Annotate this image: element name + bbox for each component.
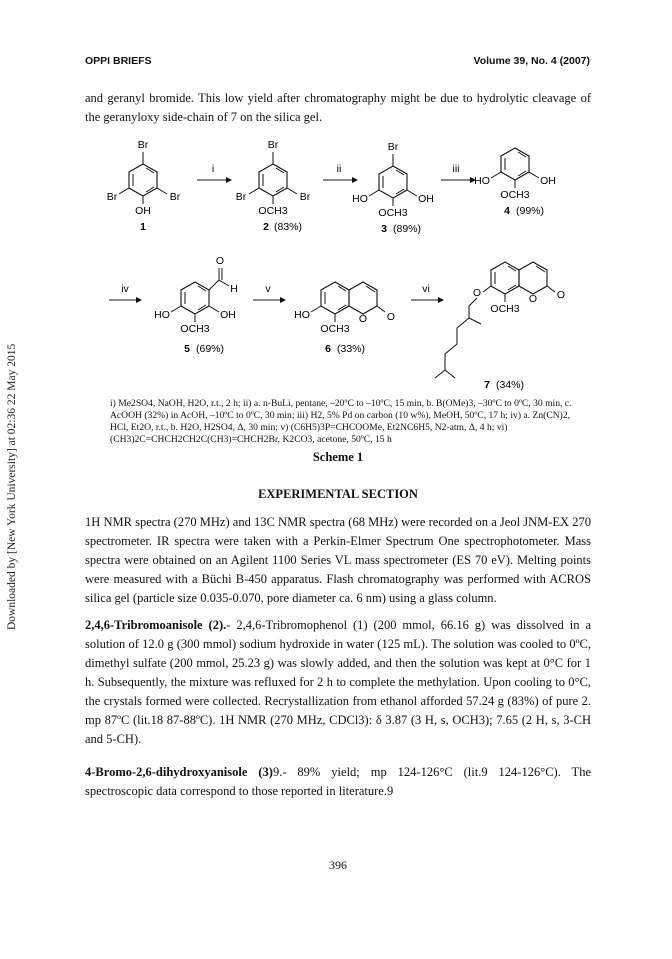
- atom-label: Br: [106, 191, 118, 203]
- compound-6-structure: [311, 282, 385, 322]
- atom-label: OCH3: [320, 323, 350, 335]
- atom-label: OCH3: [490, 303, 520, 315]
- compound-3-paragraph: [85, 763, 591, 801]
- step-label: iii: [452, 163, 460, 175]
- step-label: vi: [422, 283, 430, 295]
- atom-label: Br: [169, 191, 181, 203]
- step-label: i: [211, 163, 215, 175]
- compound-2-structure: [249, 152, 297, 204]
- atom-label: Br: [267, 139, 279, 151]
- compound-number: 2: [263, 221, 269, 233]
- compound-yield: (33%): [336, 343, 366, 355]
- compound-yield: (89%): [392, 223, 422, 235]
- atom-label: OH: [135, 205, 151, 217]
- atom-label: Br: [137, 139, 149, 151]
- atom-label: O: [556, 289, 566, 301]
- atom-label: OH: [540, 175, 556, 187]
- step-label: ii: [336, 163, 342, 175]
- atom-label: OH: [220, 309, 236, 321]
- atom-label: HO: [474, 175, 490, 187]
- atom-label: O: [472, 287, 482, 299]
- compound-3-heading: 4-Bromo-2,6-dihydroxyanisole (3): [85, 765, 273, 779]
- atom-label: Br: [299, 191, 311, 203]
- atom-label: H: [230, 283, 238, 295]
- running-header: OPPI BRIEFS: [85, 55, 152, 67]
- atom-label: OCH3: [500, 189, 530, 201]
- page-number: 396: [329, 858, 347, 872]
- compound-number: 4: [504, 205, 510, 217]
- compound-number: 7: [484, 379, 490, 391]
- download-watermark: Downloaded by [New York University] at 02:36 22 May 2015: [6, 343, 18, 630]
- compound-number: 3: [381, 223, 387, 235]
- compound-3-text: 9.- 89% yield; mp 124-126°C (lit.9 124-126°C). The spectroscopic data correspond to those reported in literature.9: [85, 765, 591, 798]
- atom-label: OCH3: [378, 207, 408, 219]
- compound-7-structure: [435, 262, 555, 378]
- atom-label: OCH3: [258, 205, 288, 217]
- atom-label: OH: [418, 193, 434, 205]
- scheme-1-graphic: [85, 130, 595, 392]
- atom-label: OCH3: [180, 323, 210, 335]
- atom-label: O: [528, 293, 538, 305]
- atom-label: HO: [352, 193, 368, 205]
- volume-info: Volume 39, No. 4 (2007): [473, 55, 590, 67]
- atom-label: HO: [294, 309, 310, 321]
- step-label: iv: [121, 283, 129, 295]
- scheme-title: Scheme 1: [312, 450, 364, 464]
- atom-label: O: [386, 311, 396, 323]
- compound-number: 6: [325, 343, 331, 355]
- compound-2-paragraph: [85, 616, 591, 749]
- experimental-paragraph: 1H NMR spectra (270 MHz) and 13C NMR spectra (68 MHz) were recorded on a Jeol JNM-EX 270 spectrometer. IR spectra were taken with a Perkin-Elmer Spectrum One spectrophotometer. Mass spectra were obtained on an Agilent 1100 Series VL mass spectrometer (ES 70 eV). Melting points were measured with a Büchi B-450 apparatus. Flash chromatography was performed with ACROS silica gel (particle size 0.035-0.070, pore diameter ca. 6 nm) using a glass column.: [85, 515, 591, 605]
- atom-label: O: [358, 313, 368, 325]
- compound-yield: (99%): [515, 205, 545, 217]
- compound-yield: (69%): [195, 343, 225, 355]
- intro-paragraph: and geranyl bromide. This low yield after chromatography might be due to hydrolytic cleavage of the geranyloxy side-chain of 7 on the silica gel.: [85, 91, 591, 124]
- compound-2-text: - 2,4,6-Tribromophenol (1) (200 mmol, 66.16 g) was dissolved in a solution of 12.0 g (300 mmol) sodium hydroxide in water (125 mL). The solution was cooled to 0ºC, dimethyl sulfate (200 mmol, 25.23 g) was slowly added, and then the solution was kept at 0°C for 1 h. Subsequently, the mixture was refluxed for 2 h to complete the methylation. Upon cooling to 0°C, the crystals formed were collected. Recrystallization from ethanol afforded 57.24 g (83%) of pure 2. mp 87ºC (lit.18 87-88ºC). 1H NMR (270 MHz, CDCl3): δ 3.87 (3 H, s, OCH3); 7.65 (2 H, s, 3-CH and 5-CH).: [85, 618, 591, 746]
- atom-label: HO: [154, 309, 170, 321]
- atom-label: O: [215, 255, 225, 267]
- compound-1-structure: [119, 152, 167, 204]
- compound-yield: (34%): [495, 379, 525, 391]
- atom-label: Br: [387, 141, 399, 153]
- compound-number: 1: [140, 221, 146, 233]
- compound-3-structure: [369, 154, 417, 206]
- section-title: EXPERIMENTAL SECTION: [258, 487, 418, 501]
- compound-2-heading: 2,4,6-Tribromoanisole (2).: [85, 618, 227, 632]
- step-label: v: [265, 283, 271, 295]
- compound-yield: (83%): [273, 221, 303, 233]
- compound-4-structure: [491, 148, 539, 188]
- scheme-conditions: i) Me2SO4, NaOH, H2O, r.t., 2 h; ii) a. n-BuLi, pentane, –20ºC to –10ºC, 15 min, b. B(OMe)3, –30ºC to 0ºC, 30 min, c. AcOOH (32%) in AcOH, –10ºC to 0ºC, 30 min; iii) H2, 5% Pd on carbon (10 w%), MeOH, 50ºC, 17 h; iv) a. Zn(CN)2, HCl, Et2O, r.t., b. H2O, H2SO4, Δ, 30 min; v) (C6H5)3P=CHCOOMe, Et2NC6H5, N2-atm, Δ, 4 h; vi) (CH3)2C=CHCH2CH2C(CH3)=CHCH2Br, K2CO3, acetone, 50ºC, 15 h: [110, 398, 572, 445]
- compound-number: 5: [184, 343, 190, 355]
- atom-label: Br: [235, 191, 247, 203]
